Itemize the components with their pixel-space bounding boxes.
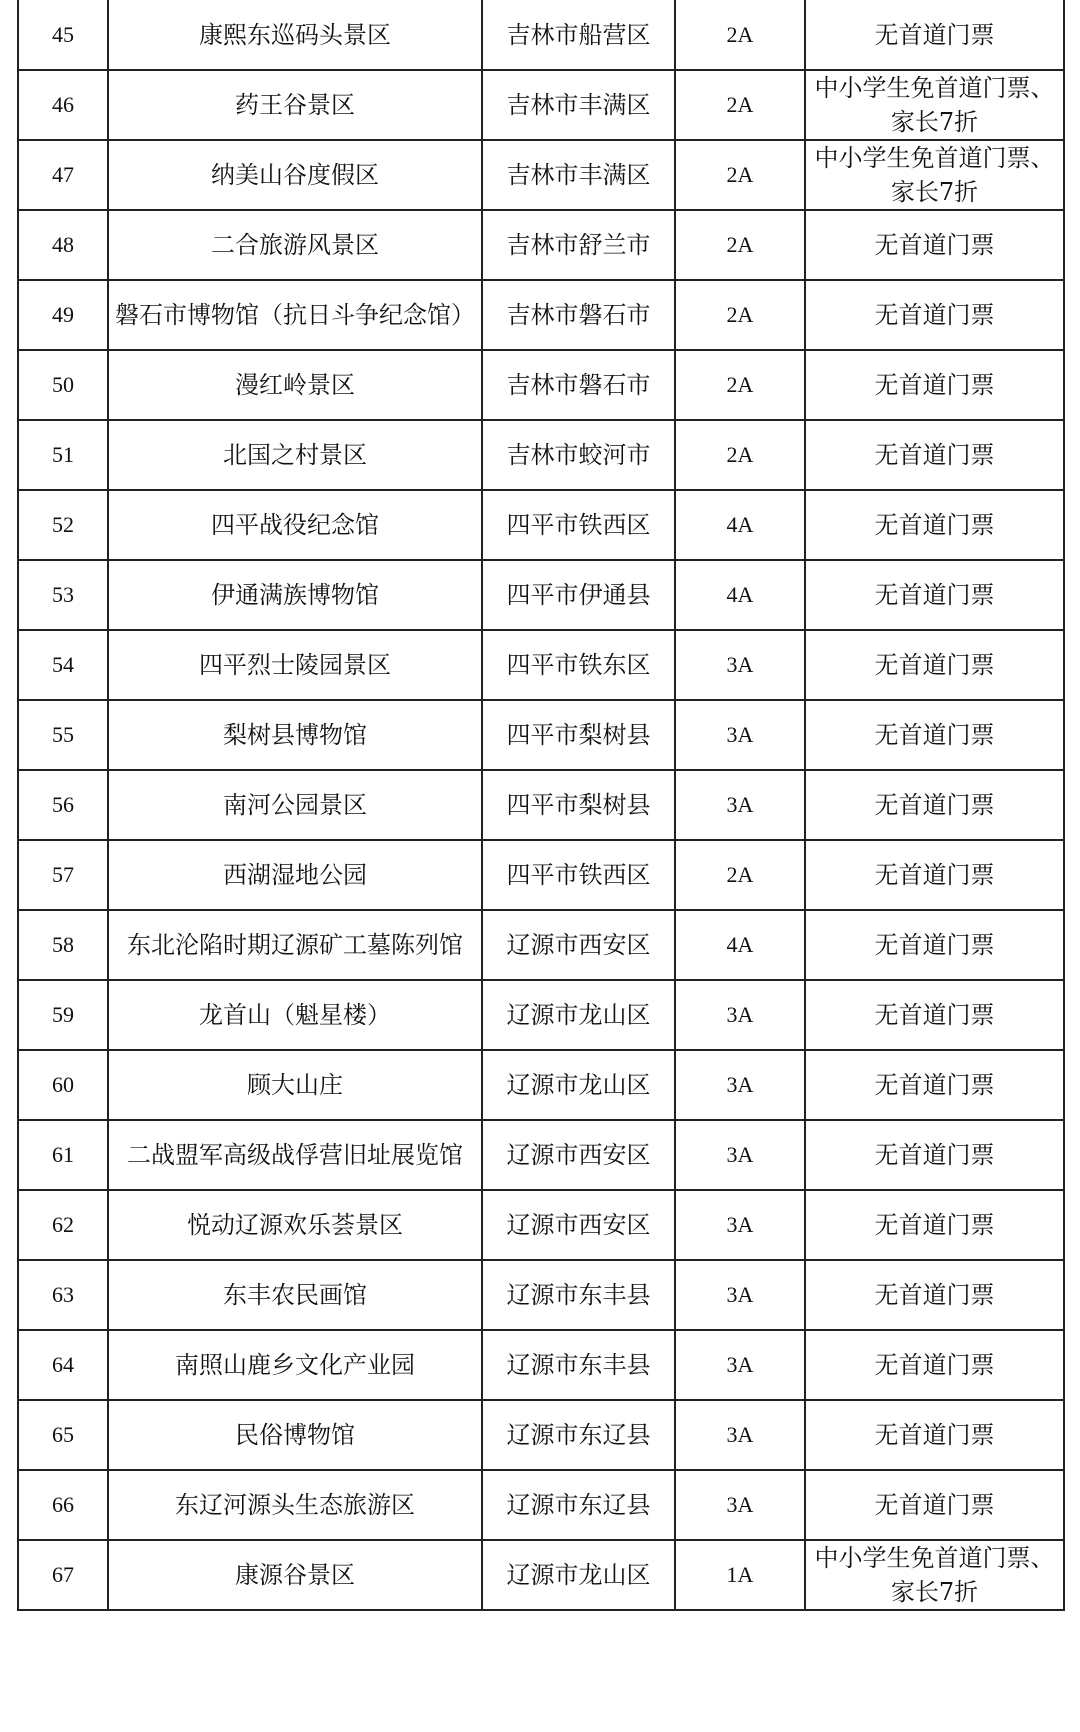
row-number-cell: 51	[18, 420, 108, 490]
ticket-policy-cell: 无首道门票	[805, 210, 1064, 280]
location-cell: 吉林市舒兰市	[482, 210, 675, 280]
table-row	[18, 1400, 1064, 1470]
rating-level-cell: 3A	[675, 1400, 805, 1470]
table-row	[18, 490, 1064, 560]
rating-level-cell: 3A	[675, 630, 805, 700]
rating-level-cell: 4A	[675, 490, 805, 560]
table-row	[18, 70, 1064, 140]
scenic-spot-name-cell: 二合旅游风景区	[108, 210, 482, 280]
location-cell: 辽源市龙山区	[482, 980, 675, 1050]
scenic-spot-name-cell: 西湖湿地公园	[108, 840, 482, 910]
ticket-policy-cell: 无首道门票	[805, 1470, 1064, 1540]
rating-level-cell: 3A	[675, 770, 805, 840]
row-number-cell: 47	[18, 140, 108, 210]
location-cell: 辽源市西安区	[482, 910, 675, 980]
row-number-cell: 62	[18, 1190, 108, 1260]
table-row	[18, 140, 1064, 210]
scenic-spot-name-cell: 梨树县博物馆	[108, 700, 482, 770]
scenic-spot-name-cell: 二战盟军高级战俘营旧址展览馆	[108, 1120, 482, 1190]
ticket-policy-cell: 无首道门票	[805, 1260, 1064, 1330]
ticket-policy-cell: 无首道门票	[805, 350, 1064, 420]
table-row	[18, 420, 1064, 490]
scenic-spot-table	[17, 0, 1065, 1611]
location-cell: 吉林市磐石市	[482, 350, 675, 420]
location-cell: 吉林市蛟河市	[482, 420, 675, 490]
ticket-policy-cell: 中小学生免首道门票、家长7折	[805, 140, 1064, 210]
scenic-spot-name-cell: 南照山鹿乡文化产业园	[108, 1330, 482, 1400]
location-cell: 辽源市东辽县	[482, 1400, 675, 1470]
table-row	[18, 700, 1064, 770]
row-number-cell: 53	[18, 560, 108, 630]
scenic-spot-name-cell: 四平战役纪念馆	[108, 490, 482, 560]
rating-level-cell: 2A	[675, 350, 805, 420]
ticket-policy-cell: 无首道门票	[805, 560, 1064, 630]
ticket-policy-cell: 无首道门票	[805, 1050, 1064, 1120]
table-row	[18, 210, 1064, 280]
scenic-spot-name-cell: 东辽河源头生态旅游区	[108, 1470, 482, 1540]
location-cell: 四平市铁西区	[482, 840, 675, 910]
row-number-cell: 64	[18, 1330, 108, 1400]
ticket-policy-cell: 无首道门票	[805, 980, 1064, 1050]
scenic-spot-name-cell: 南河公园景区	[108, 770, 482, 840]
scenic-spot-name-cell: 东北沦陷时期辽源矿工墓陈列馆	[108, 910, 482, 980]
row-number-cell: 59	[18, 980, 108, 1050]
scenic-spot-name-cell: 龙首山（魁星楼）	[108, 980, 482, 1050]
ticket-policy-cell: 无首道门票	[805, 1120, 1064, 1190]
location-cell: 辽源市西安区	[482, 1190, 675, 1260]
table-row	[18, 630, 1064, 700]
row-number-cell: 56	[18, 770, 108, 840]
ticket-policy-cell: 无首道门票	[805, 770, 1064, 840]
row-number-cell: 49	[18, 280, 108, 350]
table-row	[18, 1470, 1064, 1540]
ticket-policy-cell: 无首道门票	[805, 910, 1064, 980]
rating-level-cell: 3A	[675, 1330, 805, 1400]
location-cell: 吉林市丰满区	[482, 70, 675, 140]
location-cell: 辽源市东辽县	[482, 1470, 675, 1540]
rating-level-cell: 1A	[675, 1540, 805, 1610]
ticket-policy-cell: 无首道门票	[805, 1190, 1064, 1260]
table-row	[18, 910, 1064, 980]
rating-level-cell: 2A	[675, 210, 805, 280]
row-number-cell: 66	[18, 1470, 108, 1540]
location-cell: 四平市梨树县	[482, 770, 675, 840]
ticket-policy-cell: 无首道门票	[805, 630, 1064, 700]
table-body	[18, 0, 1064, 1610]
scenic-spot-name-cell: 康熙东巡码头景区	[108, 0, 482, 70]
table-row	[18, 1540, 1064, 1610]
table-row	[18, 280, 1064, 350]
rating-level-cell: 2A	[675, 70, 805, 140]
rating-level-cell: 3A	[675, 700, 805, 770]
scenic-spot-table-page	[17, 0, 1063, 1611]
row-number-cell: 45	[18, 0, 108, 70]
rating-level-cell: 3A	[675, 1120, 805, 1190]
ticket-policy-cell: 无首道门票	[805, 0, 1064, 70]
location-cell: 四平市梨树县	[482, 700, 675, 770]
row-number-cell: 54	[18, 630, 108, 700]
location-cell: 辽源市东丰县	[482, 1330, 675, 1400]
row-number-cell: 67	[18, 1540, 108, 1610]
table-row	[18, 0, 1064, 70]
row-number-cell: 46	[18, 70, 108, 140]
rating-level-cell: 2A	[675, 420, 805, 490]
rating-level-cell: 2A	[675, 140, 805, 210]
row-number-cell: 57	[18, 840, 108, 910]
scenic-spot-name-cell: 北国之村景区	[108, 420, 482, 490]
row-number-cell: 48	[18, 210, 108, 280]
location-cell: 四平市伊通县	[482, 560, 675, 630]
location-cell: 吉林市磐石市	[482, 280, 675, 350]
rating-level-cell: 3A	[675, 980, 805, 1050]
rating-level-cell: 4A	[675, 560, 805, 630]
table-row	[18, 1050, 1064, 1120]
row-number-cell: 50	[18, 350, 108, 420]
location-cell: 吉林市丰满区	[482, 140, 675, 210]
table-row	[18, 770, 1064, 840]
table-row	[18, 1190, 1064, 1260]
table-row	[18, 1330, 1064, 1400]
scenic-spot-name-cell: 顾大山庄	[108, 1050, 482, 1120]
row-number-cell: 63	[18, 1260, 108, 1330]
ticket-policy-cell: 无首道门票	[805, 840, 1064, 910]
ticket-policy-cell: 无首道门票	[805, 1400, 1064, 1470]
table-row	[18, 980, 1064, 1050]
scenic-spot-name-cell: 东丰农民画馆	[108, 1260, 482, 1330]
rating-level-cell: 3A	[675, 1470, 805, 1540]
scenic-spot-name-cell: 药王谷景区	[108, 70, 482, 140]
location-cell: 辽源市龙山区	[482, 1540, 675, 1610]
table-row	[18, 840, 1064, 910]
ticket-policy-cell: 无首道门票	[805, 490, 1064, 560]
table-row	[18, 560, 1064, 630]
table-row	[18, 350, 1064, 420]
rating-level-cell: 3A	[675, 1260, 805, 1330]
scenic-spot-name-cell: 伊通满族博物馆	[108, 560, 482, 630]
scenic-spot-name-cell: 纳美山谷度假区	[108, 140, 482, 210]
rating-level-cell: 3A	[675, 1050, 805, 1120]
rating-level-cell: 3A	[675, 1190, 805, 1260]
row-number-cell: 52	[18, 490, 108, 560]
row-number-cell: 60	[18, 1050, 108, 1120]
row-number-cell: 55	[18, 700, 108, 770]
location-cell: 辽源市龙山区	[482, 1050, 675, 1120]
location-cell: 辽源市东丰县	[482, 1260, 675, 1330]
table-row	[18, 1260, 1064, 1330]
scenic-spot-name-cell: 民俗博物馆	[108, 1400, 482, 1470]
rating-level-cell: 4A	[675, 910, 805, 980]
rating-level-cell: 2A	[675, 840, 805, 910]
scenic-spot-name-cell: 磐石市博物馆（抗日斗争纪念馆）	[108, 280, 482, 350]
scenic-spot-name-cell: 四平烈士陵园景区	[108, 630, 482, 700]
row-number-cell: 65	[18, 1400, 108, 1470]
location-cell: 四平市铁东区	[482, 630, 675, 700]
ticket-policy-cell: 中小学生免首道门票、家长7折	[805, 1540, 1064, 1610]
row-number-cell: 58	[18, 910, 108, 980]
ticket-policy-cell: 无首道门票	[805, 700, 1064, 770]
table-row	[18, 1120, 1064, 1190]
scenic-spot-name-cell: 漫红岭景区	[108, 350, 482, 420]
ticket-policy-cell: 中小学生免首道门票、家长7折	[805, 70, 1064, 140]
rating-level-cell: 2A	[675, 280, 805, 350]
ticket-policy-cell: 无首道门票	[805, 280, 1064, 350]
ticket-policy-cell: 无首道门票	[805, 1330, 1064, 1400]
scenic-spot-name-cell: 悦动辽源欢乐荟景区	[108, 1190, 482, 1260]
location-cell: 辽源市西安区	[482, 1120, 675, 1190]
ticket-policy-cell: 无首道门票	[805, 420, 1064, 490]
scenic-spot-name-cell: 康源谷景区	[108, 1540, 482, 1610]
location-cell: 四平市铁西区	[482, 490, 675, 560]
row-number-cell: 61	[18, 1120, 108, 1190]
location-cell: 吉林市船营区	[482, 0, 675, 70]
rating-level-cell: 2A	[675, 0, 805, 70]
